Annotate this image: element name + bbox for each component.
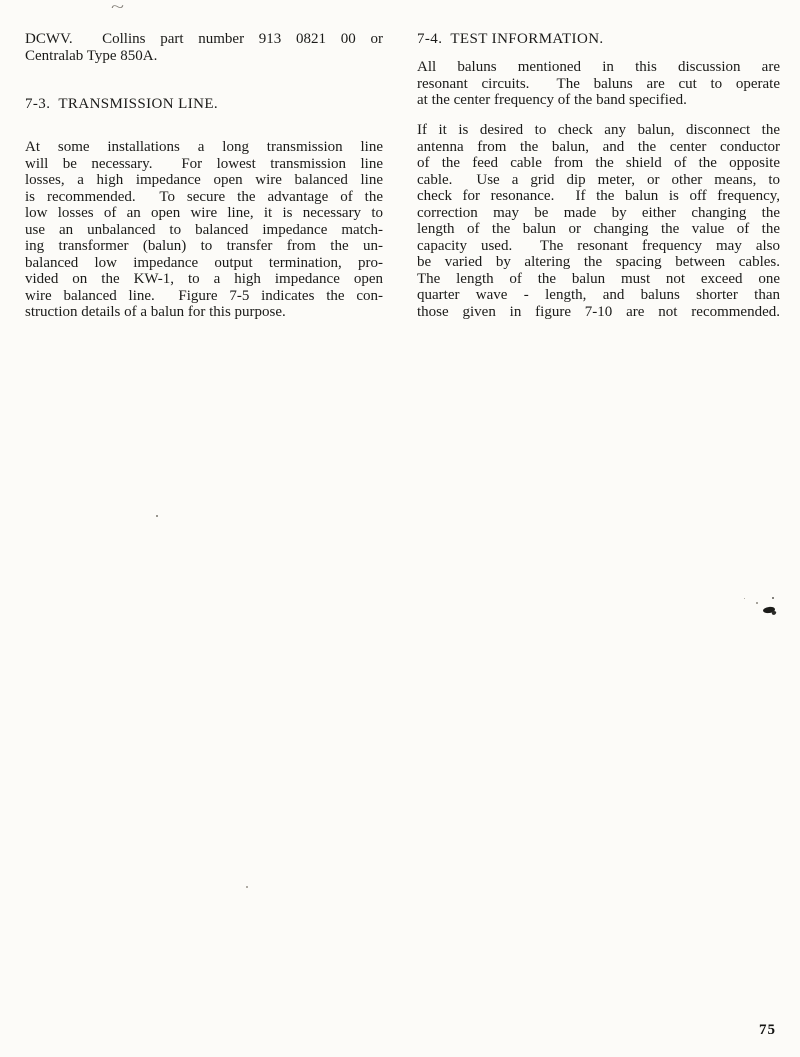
text-line: be varied by altering the spacing between cables. [417, 254, 780, 270]
text-line: of the feed cable from the shield of the opposite [417, 155, 780, 171]
paragraph-part-number [25, 31, 383, 64]
text-line: length of the balun or changing the value of the [417, 221, 780, 237]
text-line: correction may be made by either changing the [417, 204, 780, 221]
text-line: check for resonance. If the balun is off frequency, [417, 188, 780, 204]
text-line: resonant circuits. The baluns are cut to operate [417, 75, 780, 92]
text-line: struction details of a balun for this purpose. [25, 304, 286, 320]
text-line: those given in figure 7-10 are not recommended. [417, 303, 780, 320]
text-line: use an unbalanced to balanced impedance match- [25, 221, 383, 238]
scan-speck [246, 886, 248, 888]
text-line: Centralab Type 850A. [25, 47, 158, 64]
text-line: All baluns mentioned in this discussion are [417, 59, 780, 75]
section-heading-7-3: 7-3. TRANSMISSION LINE. [25, 96, 219, 112]
text-line: wire balanced line. Figure 7-5 indicates the con- [25, 287, 383, 304]
text-line: The length of the balun must not exceed one [417, 270, 780, 287]
text-line: balanced low impedance output termination, pro- [25, 254, 383, 271]
text-line: DCWV. Collins part number 913 0821 00 or [25, 31, 383, 47]
text-line: antenna from the balun, and the center conductor [417, 138, 780, 155]
text-line: vided on the KW-1, to a high impedance open [25, 271, 383, 287]
text-line: capacity used. The resonant frequency may also [417, 237, 780, 254]
text-line: at the center frequency of the band specified. [417, 92, 687, 108]
scan-speck [744, 598, 745, 599]
paragraph-test-information-1 [417, 59, 780, 109]
section-heading-7-4: 7-4. TEST INFORMATION. [417, 31, 604, 47]
text-line: ing transformer (balun) to transfer from the un- [25, 238, 383, 254]
text-line: is recommended. To secure the advantage of the [25, 188, 383, 205]
page-number: 75 [759, 1022, 776, 1038]
scan-speck [756, 602, 758, 604]
ink-spot-tail [771, 610, 776, 615]
scan-speck [156, 515, 158, 517]
scan-smudge-mark: ~ [111, 0, 124, 16]
text-line: cable. Use a grid dip meter, or other means, to [417, 171, 780, 188]
scan-speck [772, 597, 774, 599]
paragraph-transmission-line [25, 139, 383, 321]
text-line: quarter wave - length, and baluns shorter than [417, 287, 780, 303]
text-line: If it is desired to check any balun, disconnect the [417, 122, 780, 138]
paragraph-test-information-2 [417, 122, 780, 320]
text-line: losses, a high impedance open wire balanced line [25, 172, 383, 188]
text-line: low losses of an open wire line, it is necessary to [25, 205, 383, 221]
text-line: will be necessary. For lowest transmission line [25, 155, 383, 172]
text-line: At some installations a long transmission line [25, 139, 383, 155]
